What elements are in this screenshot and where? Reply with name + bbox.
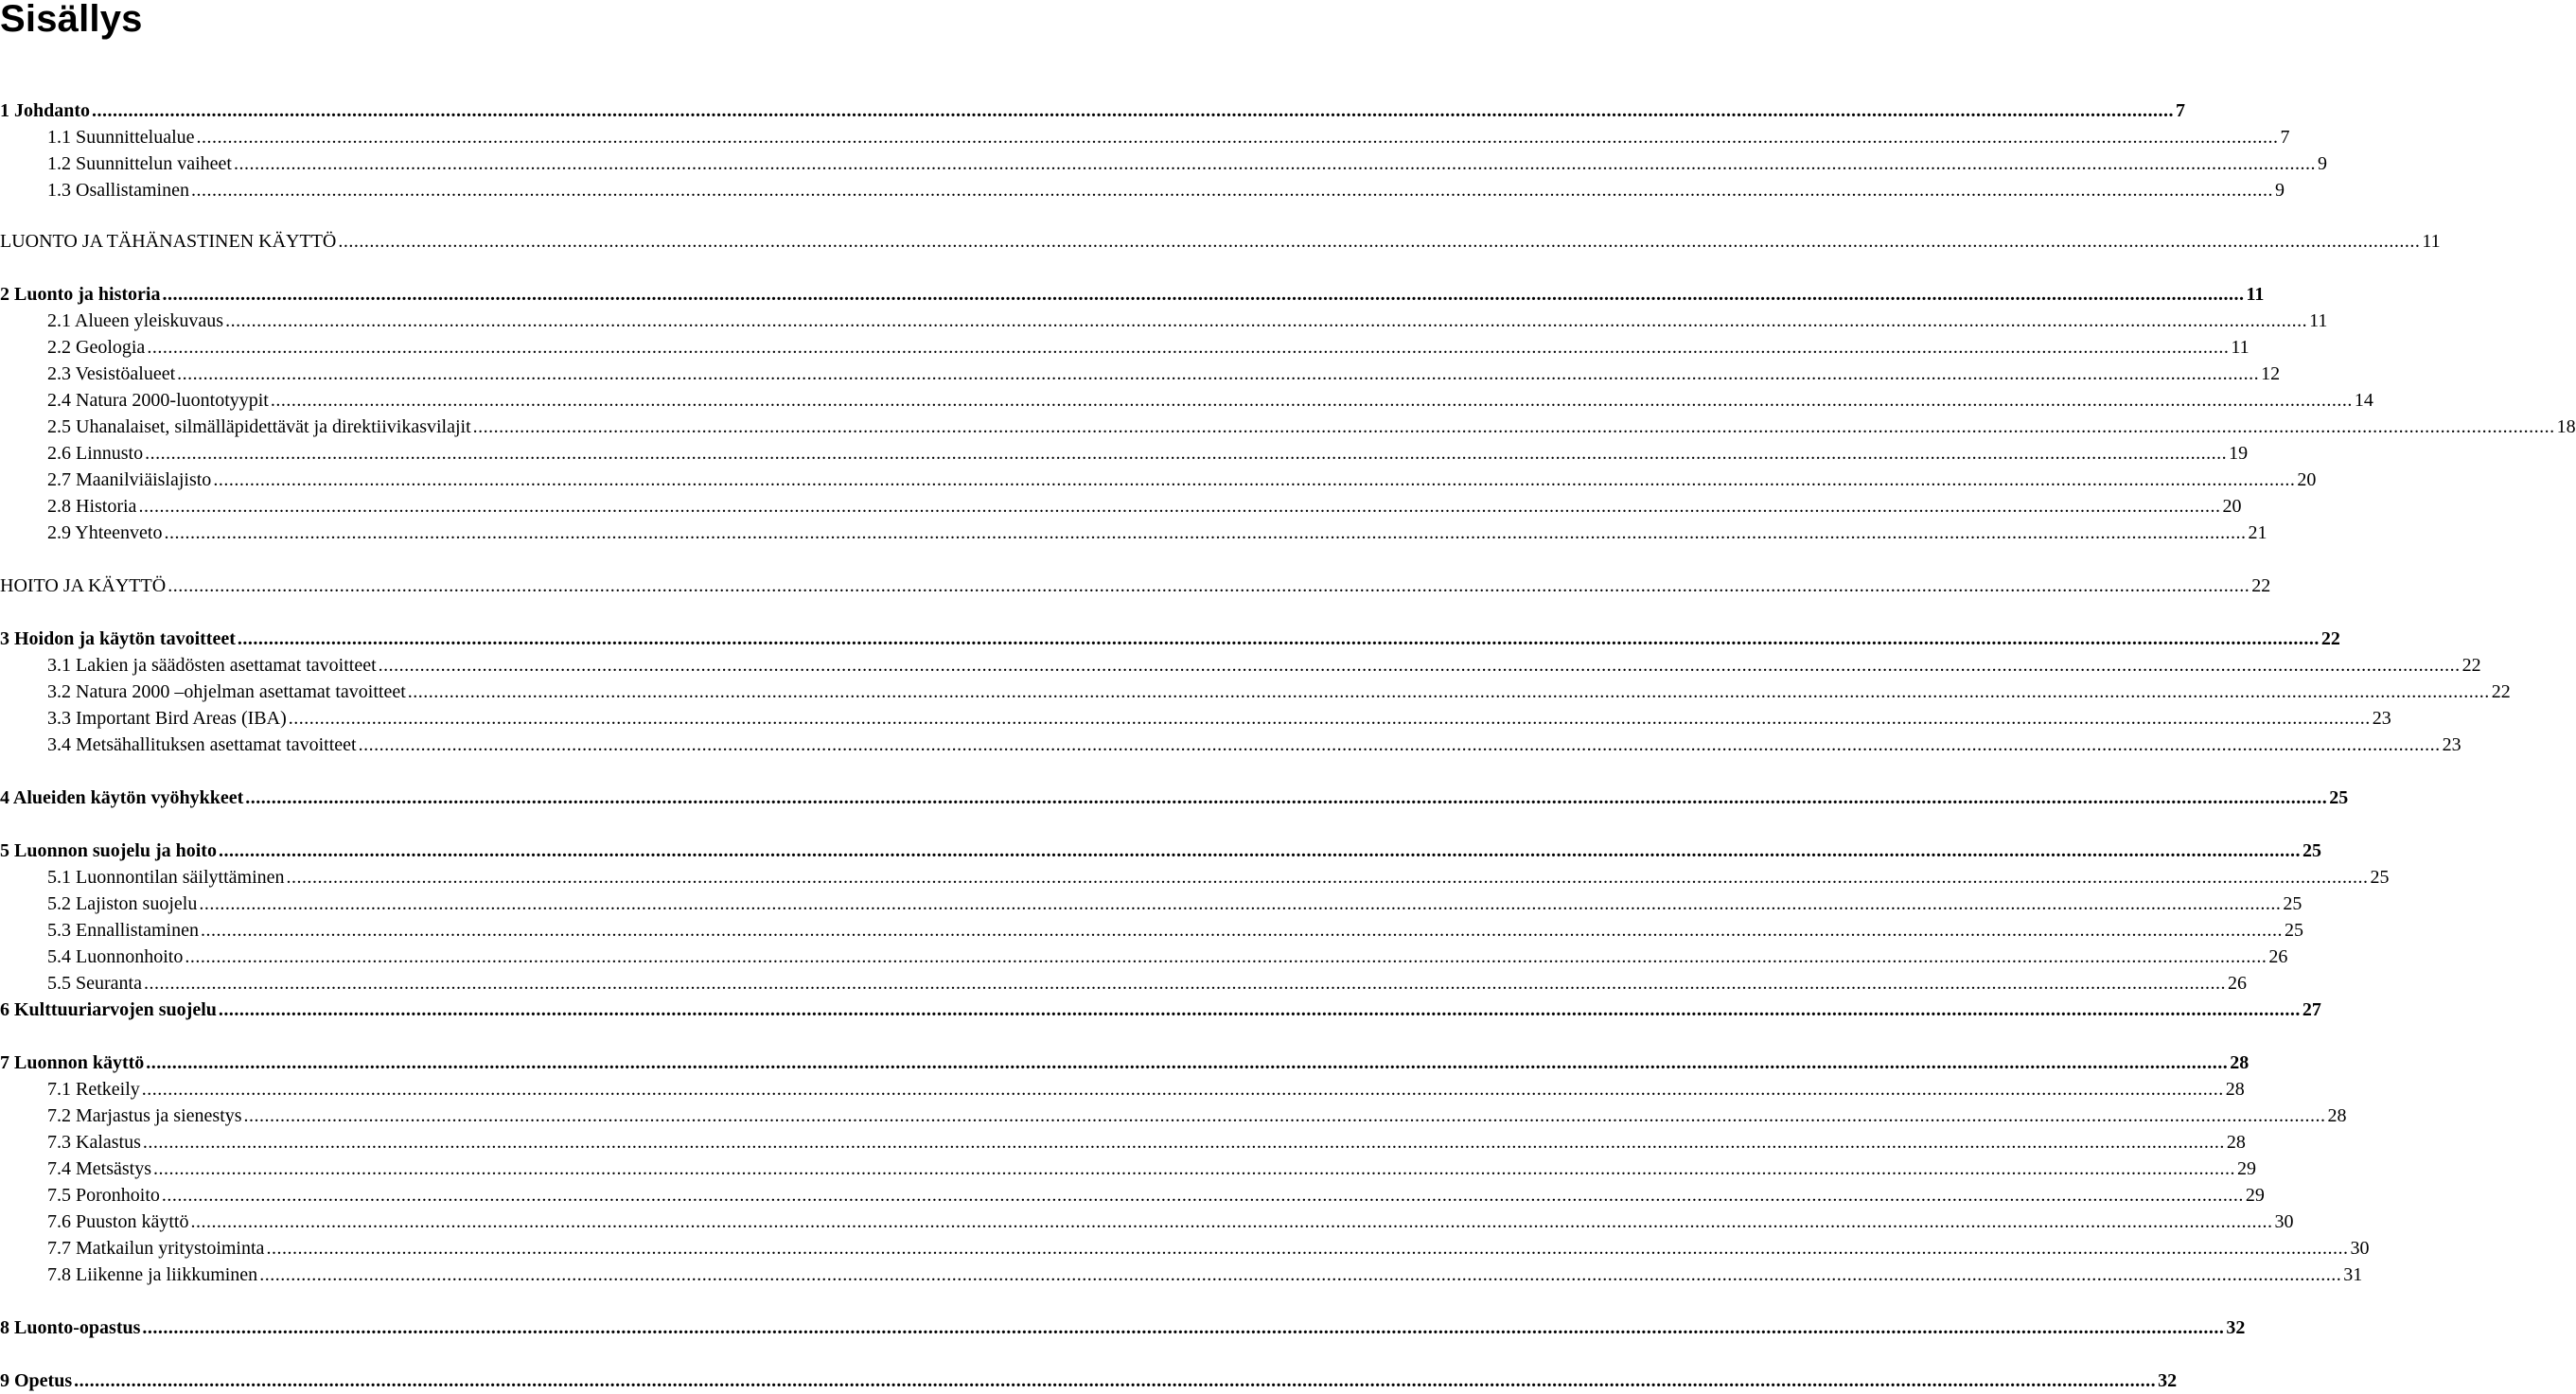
toc-entry[interactable] bbox=[47, 972, 2247, 995]
toc-dot-leader: ................................................................................................................................................................................................................................................................................................................................................................................................................ bbox=[407, 681, 2490, 702]
toc-entry-label: 5.2 Lajiston suojelu bbox=[47, 893, 198, 914]
page-title: Sisällys bbox=[0, 0, 143, 40]
toc-dot-leader: ................................................................................................................................................................................................................................................................................................................................................................................................................ bbox=[472, 416, 2555, 437]
toc-dot-leader: ................................................................................................................................................................................................................................................................................................................................................................................................................ bbox=[338, 231, 2421, 252]
toc-entry-label: 7.6 Puuston käyttö bbox=[47, 1211, 189, 1232]
toc-entry[interactable] bbox=[47, 1210, 2294, 1233]
toc-entry-page-number: 7 bbox=[2176, 100, 2186, 121]
toc-dot-leader: ................................................................................................................................................................................................................................................................................................................................................................................................................ bbox=[218, 840, 2301, 861]
toc-entry-label: 3.4 Metsähallituksen asettamat tavoitteet bbox=[47, 734, 357, 755]
toc-entry[interactable] bbox=[0, 998, 2321, 1021]
toc-entry-label: 5.4 Luonnonhoito bbox=[47, 946, 184, 967]
toc-dot-leader: ................................................................................................................................................................................................................................................................................................................................................................................................................ bbox=[92, 100, 2175, 121]
toc-entry[interactable] bbox=[47, 919, 2303, 942]
toc-dot-leader: ................................................................................................................................................................................................................................................................................................................................................................................................................ bbox=[153, 1158, 2235, 1179]
toc-dot-leader: ................................................................................................................................................................................................................................................................................................................................................................................................................ bbox=[162, 284, 2245, 305]
toc-entry-page-number: 26 bbox=[2268, 946, 2288, 967]
toc-entry-label: 1.1 Suunnittelualue bbox=[47, 127, 195, 148]
toc-entry[interactable] bbox=[0, 627, 2340, 650]
toc-entry[interactable] bbox=[47, 654, 2481, 677]
toc-entry-label: 3.1 Lakien ja säädösten asettamat tavoitteet bbox=[47, 655, 377, 676]
toc-entry-page-number: 26 bbox=[2227, 973, 2247, 994]
toc-entry-label: LUONTO JA TÄHÄNASTINEN KÄYTTÖ bbox=[0, 231, 337, 252]
toc-dot-leader: ................................................................................................................................................................................................................................................................................................................................................................................................................ bbox=[177, 363, 2260, 384]
toc-entry-page-number: 21 bbox=[2248, 522, 2267, 543]
toc-entry[interactable] bbox=[47, 1263, 2363, 1286]
toc-dot-leader: ................................................................................................................................................................................................................................................................................................................................................................................................................ bbox=[196, 127, 2279, 148]
toc-dot-leader: ................................................................................................................................................................................................................................................................................................................................................................................................................ bbox=[245, 787, 2328, 808]
toc-entry-label: 2.2 Geologia bbox=[47, 337, 146, 358]
toc-entry[interactable] bbox=[0, 1316, 2246, 1339]
toc-dot-leader: ................................................................................................................................................................................................................................................................................................................................................................................................................ bbox=[270, 390, 2353, 411]
toc-dot-leader: ................................................................................................................................................................................................................................................................................................................................................................................................................ bbox=[146, 1052, 2229, 1073]
toc-entry-label: 5.3 Ennallistaminen bbox=[47, 920, 199, 941]
toc-dot-leader: ................................................................................................................................................................................................................................................................................................................................................................................................................ bbox=[161, 1185, 2244, 1206]
toc-entry-page-number: 23 bbox=[2372, 708, 2391, 729]
toc-entry-page-number: 29 bbox=[2237, 1158, 2256, 1179]
toc-entry-page-number: 14 bbox=[2354, 390, 2373, 411]
toc-entry-label: 3.2 Natura 2000 –ohjelman asettamat tavoitteet bbox=[47, 681, 406, 702]
toc-entry-label: 6 Kulttuuriarvojen suojelu bbox=[0, 999, 217, 1020]
toc-entry-label: 7.7 Matkailun yritystoiminta bbox=[47, 1238, 265, 1259]
toc-entry-page-number: 12 bbox=[2261, 363, 2281, 384]
toc-entry-page-number: 31 bbox=[2343, 1264, 2363, 1285]
toc-entry[interactable] bbox=[47, 707, 2391, 730]
toc-entry-label: 7.4 Metsästys bbox=[47, 1158, 151, 1179]
toc-entry[interactable] bbox=[47, 415, 2576, 438]
toc-entry-page-number: 27 bbox=[2302, 999, 2321, 1020]
toc-entry-page-number: 25 bbox=[2283, 893, 2303, 914]
toc-entry[interactable] bbox=[47, 892, 2303, 915]
toc-entry[interactable] bbox=[47, 362, 2281, 385]
toc-entry-label: 7.5 Poronhoito bbox=[47, 1185, 160, 1206]
toc-entry[interactable] bbox=[0, 839, 2321, 862]
toc-dot-leader: ................................................................................................................................................................................................................................................................................................................................................................................................................ bbox=[145, 443, 2228, 464]
toc-entry-label: 5.5 Seuranta bbox=[47, 973, 142, 994]
toc-entry-label: 2.7 Maanilviäislajisto bbox=[47, 469, 212, 490]
toc-entry[interactable] bbox=[0, 574, 2271, 597]
toc-dot-leader: ................................................................................................................................................................................................................................................................................................................................................................................................................ bbox=[138, 496, 2221, 517]
toc-entry-page-number: 7 bbox=[2280, 127, 2290, 148]
toc-entry[interactable] bbox=[47, 179, 2285, 202]
toc-entry-page-number: 18 bbox=[2556, 416, 2576, 437]
toc-entry-label: 1.2 Suunnittelun vaiheet bbox=[47, 153, 232, 174]
toc-entry-label: 7.3 Kalastus bbox=[47, 1132, 141, 1153]
toc-entry-page-number: 28 bbox=[2327, 1105, 2347, 1126]
toc-entry[interactable] bbox=[47, 336, 2250, 359]
toc-entry[interactable] bbox=[47, 468, 2317, 491]
toc-entry[interactable] bbox=[0, 786, 2349, 809]
toc-dot-leader: ................................................................................................................................................................................................................................................................................................................................................................................................................ bbox=[259, 1264, 2342, 1285]
toc-dot-leader: ................................................................................................................................................................................................................................................................................................................................................................................................................ bbox=[200, 920, 2283, 941]
toc-entry-label: 7.2 Marjastus ja sienestys bbox=[47, 1105, 242, 1126]
toc-entry[interactable] bbox=[47, 495, 2242, 518]
toc-entry-page-number: 30 bbox=[2350, 1238, 2370, 1259]
toc-entry[interactable] bbox=[47, 680, 2511, 703]
toc-entry-page-number: 22 bbox=[2491, 681, 2511, 702]
toc-entry[interactable] bbox=[47, 1104, 2347, 1127]
toc-entry-page-number: 28 bbox=[2230, 1052, 2250, 1073]
toc-entry[interactable] bbox=[0, 99, 2186, 122]
toc-entry[interactable] bbox=[47, 1078, 2245, 1101]
toc-entry-label: 2.6 Linnusto bbox=[47, 443, 144, 464]
toc-entry[interactable] bbox=[47, 945, 2288, 968]
toc-dot-leader: ................................................................................................................................................................................................................................................................................................................................................................................................................ bbox=[143, 973, 2226, 994]
toc-entry-page-number: 22 bbox=[2461, 655, 2481, 676]
toc-entry[interactable] bbox=[47, 309, 2328, 332]
toc-entry-page-number: 11 bbox=[2231, 337, 2250, 358]
toc-dot-leader: ................................................................................................................................................................................................................................................................................................................................................................................................................ bbox=[266, 1238, 2349, 1259]
toc-entry[interactable] bbox=[47, 521, 2267, 544]
toc-entry-label: 7 Luonnon käyttö bbox=[0, 1052, 145, 1073]
toc-entry-label: 2.3 Vesistöalueet bbox=[47, 363, 176, 384]
toc-entry[interactable] bbox=[47, 152, 2327, 175]
toc-entry-page-number: 20 bbox=[2297, 469, 2317, 490]
toc-dot-leader: ................................................................................................................................................................................................................................................................................................................................................................................................................ bbox=[218, 999, 2301, 1020]
toc-dot-leader: ................................................................................................................................................................................................................................................................................................................................................................................................................ bbox=[288, 708, 2371, 729]
toc-dot-leader: ................................................................................................................................................................................................................................................................................................................................................................................................................ bbox=[74, 1370, 2157, 1391]
toc-entry-label: 1 Johdanto bbox=[0, 100, 91, 121]
toc-entry-label: 3 Hoidon ja käytön tavoitteet bbox=[0, 628, 236, 649]
toc-entry-page-number: 29 bbox=[2245, 1185, 2265, 1206]
toc-entry-page-number: 11 bbox=[2422, 231, 2441, 252]
toc-entry[interactable] bbox=[47, 126, 2290, 149]
toc-entry-label: 3.3 Important Bird Areas (IBA) bbox=[47, 708, 287, 729]
toc-dot-leader: ................................................................................................................................................................................................................................................................................................................................................................................................................ bbox=[213, 469, 2296, 490]
toc-entry-page-number: 25 bbox=[2302, 840, 2321, 861]
toc-dot-leader: ................................................................................................................................................................................................................................................................................................................................................................................................................ bbox=[237, 628, 2320, 649]
toc-entry[interactable] bbox=[47, 1131, 2246, 1154]
toc-entry-label: 9 Opetus bbox=[0, 1370, 73, 1391]
toc-dot-leader: ................................................................................................................................................................................................................................................................................................................................................................................................................ bbox=[164, 522, 2247, 543]
toc-entry-label: 8 Luonto-opastus bbox=[0, 1317, 141, 1338]
toc-entry-label: 4 Alueiden käytön vyöhykkeet bbox=[0, 787, 244, 808]
toc-entry-page-number: 25 bbox=[2284, 920, 2303, 941]
toc-entry[interactable] bbox=[47, 1184, 2265, 1207]
toc-entry-page-number: 19 bbox=[2229, 443, 2249, 464]
toc-dot-leader: ................................................................................................................................................................................................................................................................................................................................................................................................................ bbox=[190, 1211, 2273, 1232]
toc-entry-page-number: 9 bbox=[2317, 153, 2327, 174]
toc-dot-leader: ................................................................................................................................................................................................................................................................................................................................................................................................................ bbox=[243, 1105, 2326, 1126]
toc-entry-label: 1.3 Osallistaminen bbox=[47, 180, 189, 201]
toc-entry-label: 2 Luonto ja historia bbox=[0, 284, 161, 305]
toc-entry-page-number: 11 bbox=[2246, 284, 2265, 305]
toc-entry[interactable] bbox=[47, 442, 2249, 465]
toc-entry[interactable] bbox=[0, 1369, 2178, 1392]
toc-entry-page-number: 30 bbox=[2274, 1211, 2294, 1232]
toc-entry-label: 5.1 Luonnontilan säilyttäminen bbox=[47, 867, 285, 888]
toc-entry-label: 7.8 Liikenne ja liikkuminen bbox=[47, 1264, 258, 1285]
toc-entry[interactable] bbox=[0, 1051, 2250, 1074]
toc-dot-leader: ................................................................................................................................................................................................................................................................................................................................................................................................................ bbox=[233, 153, 2316, 174]
toc-entry-page-number: 20 bbox=[2222, 496, 2242, 517]
toc-entry-label: 2.1 Alueen yleiskuvaus bbox=[47, 310, 224, 331]
toc-entry[interactable] bbox=[47, 1157, 2256, 1180]
toc-entry-label: 2.5 Uhanalaiset, silmälläpidettävät ja direktiivikasvilajit bbox=[47, 416, 471, 437]
toc-dot-leader: ................................................................................................................................................................................................................................................................................................................................................................................................................ bbox=[358, 734, 2441, 755]
toc-entry-label: 5 Luonnon suojelu ja hoito bbox=[0, 840, 217, 861]
toc-entry[interactable] bbox=[47, 389, 2373, 412]
toc-entry-label: 2.9 Yhteenveto bbox=[47, 522, 163, 543]
toc-entry-label: 7.1 Retkeily bbox=[47, 1079, 140, 1100]
toc-entry-page-number: 28 bbox=[2225, 1079, 2245, 1100]
toc-entry-page-number: 9 bbox=[2274, 180, 2285, 201]
toc-entry-page-number: 28 bbox=[2226, 1132, 2246, 1153]
toc-entry-page-number: 23 bbox=[2442, 734, 2461, 755]
toc-entry-page-number: 25 bbox=[2329, 787, 2349, 808]
toc-entry-page-number: 11 bbox=[2309, 310, 2328, 331]
toc-entry-page-number: 22 bbox=[2320, 628, 2340, 649]
toc-dot-leader: ................................................................................................................................................................................................................................................................................................................................................................................................................ bbox=[185, 946, 2267, 967]
toc-entry[interactable] bbox=[47, 1237, 2370, 1260]
toc-dot-leader: ................................................................................................................................................................................................................................................................................................................................................................................................................ bbox=[141, 1079, 2224, 1100]
toc-entry-label: 2.4 Natura 2000-luontotyypit bbox=[47, 390, 269, 411]
toc-entry-page-number: 32 bbox=[2226, 1317, 2246, 1338]
toc-dot-leader: ................................................................................................................................................................................................................................................................................................................................................................................................................ bbox=[190, 180, 2273, 201]
toc-entry[interactable] bbox=[0, 283, 2265, 306]
toc-entry[interactable] bbox=[0, 230, 2441, 253]
toc-dot-leader: ................................................................................................................................................................................................................................................................................................................................................................................................................ bbox=[199, 893, 2282, 914]
toc-entry[interactable] bbox=[47, 866, 2390, 889]
toc-dot-leader: ................................................................................................................................................................................................................................................................................................................................................................................................................ bbox=[142, 1317, 2225, 1338]
toc-entry-page-number: 32 bbox=[2158, 1370, 2178, 1391]
toc-dot-leader: ................................................................................................................................................................................................................................................................................................................................................................................................................ bbox=[147, 337, 2230, 358]
toc-entry-page-number: 25 bbox=[2370, 867, 2390, 888]
toc-dot-leader: ................................................................................................................................................................................................................................................................................................................................................................................................................ bbox=[142, 1132, 2225, 1153]
toc-entry-page-number: 22 bbox=[2251, 575, 2271, 596]
toc-dot-leader: ................................................................................................................................................................................................................................................................................................................................................................................................................ bbox=[225, 310, 2308, 331]
toc-dot-leader: ................................................................................................................................................................................................................................................................................................................................................................................................................ bbox=[168, 575, 2250, 596]
toc-entry[interactable] bbox=[47, 733, 2461, 756]
toc-entry-label: HOITO JA KÄYTTÖ bbox=[0, 575, 167, 596]
toc-entry-label: 2.8 Historia bbox=[47, 496, 137, 517]
toc-dot-leader: ................................................................................................................................................................................................................................................................................................................................................................................................................ bbox=[286, 867, 2369, 888]
toc-dot-leader: ................................................................................................................................................................................................................................................................................................................................................................................................................ bbox=[378, 655, 2461, 676]
